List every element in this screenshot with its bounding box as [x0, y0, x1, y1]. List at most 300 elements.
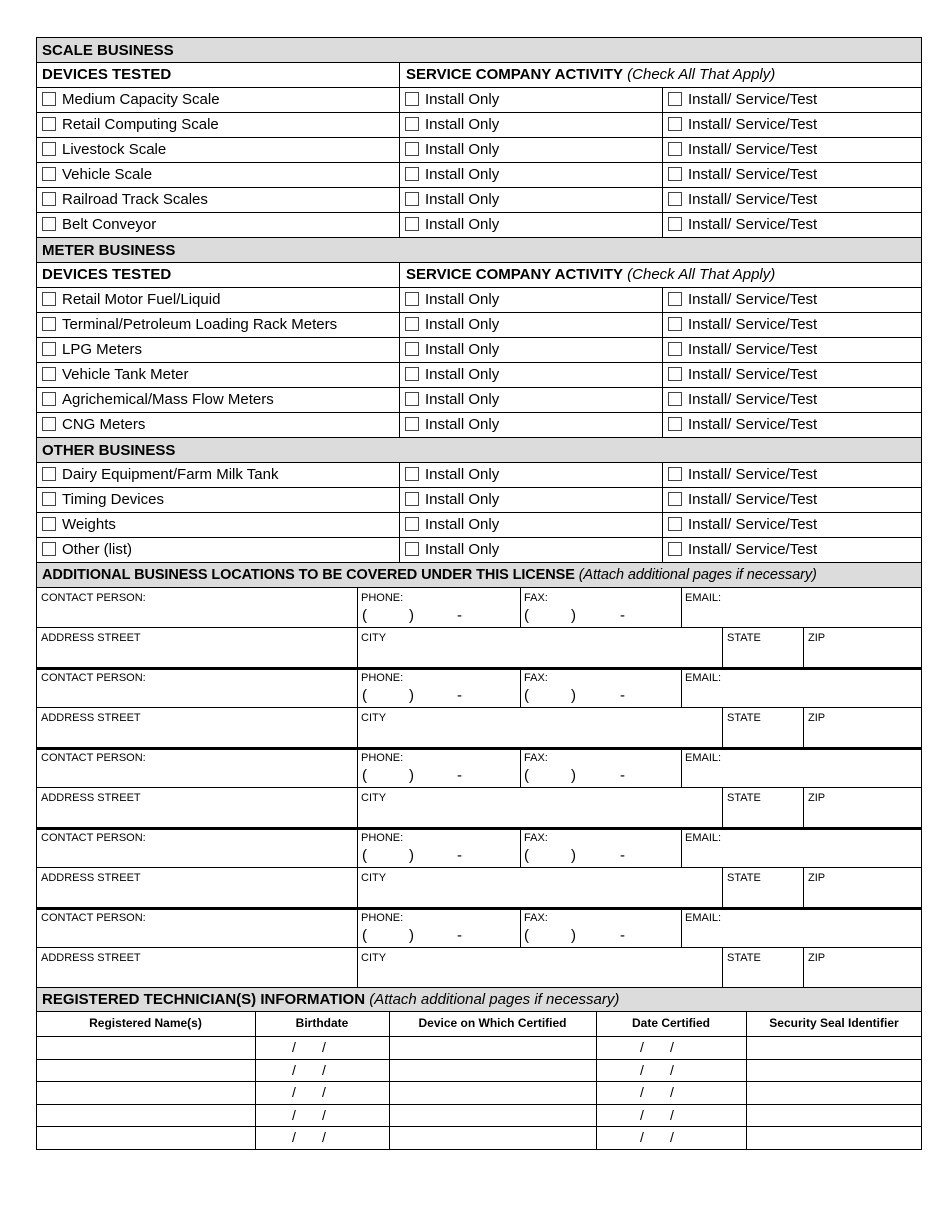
field-divider [722, 627, 723, 667]
date-certified-slash: / [640, 1129, 644, 1145]
device-checkbox[interactable] [42, 367, 56, 381]
birthdate-slash: / [292, 1129, 296, 1145]
fax-dash: - [620, 687, 625, 704]
device-checkbox[interactable] [42, 392, 56, 406]
install-service-test-checkbox[interactable] [668, 92, 682, 106]
state-input[interactable] [724, 805, 800, 825]
field-divider [722, 947, 723, 987]
device-row [36, 187, 922, 212]
device-checkbox[interactable] [42, 492, 56, 506]
install-only-checkbox[interactable] [405, 542, 419, 556]
install-only-checkbox[interactable] [405, 317, 419, 331]
phone-area-open: ( [362, 847, 367, 864]
install-service-test-checkbox[interactable] [668, 517, 682, 531]
security-seal-cell[interactable] [748, 1061, 920, 1080]
install-service-test-option [668, 488, 817, 512]
column-divider [399, 413, 400, 437]
install-only-option [405, 213, 499, 237]
install-service-test-checkbox[interactable] [668, 142, 682, 156]
install-service-test-label: Install/ Service/Test [688, 316, 818, 333]
column-divider [399, 313, 400, 337]
install-only-checkbox[interactable] [405, 342, 419, 356]
device-row [36, 137, 922, 162]
column-divider [399, 288, 400, 312]
fax-label: FAX: [524, 592, 548, 604]
fax-area-open: ( [524, 847, 529, 864]
scale-business-header-text: SCALE BUSINESS [42, 42, 174, 59]
install-service-test-checkbox[interactable] [668, 317, 682, 331]
install-service-test-option [668, 463, 817, 487]
install-only-option [405, 113, 499, 137]
device-certified-cell[interactable] [391, 1128, 594, 1147]
device-row [36, 337, 922, 362]
field-divider [681, 907, 682, 947]
column-divider [399, 463, 400, 487]
install-only-checkbox[interactable] [405, 292, 419, 306]
install-service-test-label: Install/ Service/Test [688, 191, 818, 208]
device-checkbox[interactable] [42, 467, 56, 481]
security-seal-cell[interactable] [748, 1038, 920, 1057]
address-street-label: ADDRESS STREET [41, 792, 141, 804]
phone-input[interactable] [359, 845, 517, 865]
device-label: Vehicle Tank Meter [62, 366, 189, 383]
device-label: Retail Motor Fuel/Liquid [62, 291, 221, 308]
state-label: STATE [727, 632, 761, 644]
fax-area-open: ( [524, 767, 529, 784]
address-street-input[interactable] [40, 645, 352, 665]
city-input[interactable] [359, 885, 719, 905]
device-row [36, 212, 922, 237]
device-label: LPG Meters [62, 341, 143, 358]
device-item [42, 313, 337, 337]
install-only-label: Install Only [425, 491, 500, 508]
service-activity-header [406, 263, 775, 287]
phone-input[interactable] [359, 765, 517, 785]
install-only-checkbox[interactable] [405, 467, 419, 481]
meter_business-column-header-row [36, 262, 922, 287]
device-checkbox[interactable] [42, 217, 56, 231]
device-checkbox[interactable] [42, 342, 56, 356]
column-divider [662, 88, 663, 112]
technicians-note: (Attach additional pages if necessary) [369, 991, 620, 1008]
install-service-test-checkbox[interactable] [668, 117, 682, 131]
fax-input[interactable] [522, 765, 680, 785]
column-divider [662, 538, 663, 562]
device-row [36, 387, 922, 412]
table-row-border [36, 1149, 922, 1150]
meter-business-header-text: METER BUSINESS [42, 242, 176, 259]
registered-name-cell[interactable] [38, 1083, 253, 1102]
birthdate-slash: / [322, 1061, 326, 1078]
service-activity-title: SERVICE COMPANY ACTIVITY [406, 266, 623, 283]
fax-label: FAX: [524, 672, 548, 684]
install-only-option [405, 413, 499, 437]
device-item [42, 138, 166, 162]
install-only-label: Install Only [425, 91, 500, 108]
fax-area-close: ) [571, 607, 576, 624]
install-only-option [405, 538, 499, 562]
email-input[interactable] [683, 685, 919, 705]
field-divider [803, 627, 804, 667]
install-service-test-checkbox[interactable] [668, 342, 682, 356]
state-label: STATE [727, 952, 761, 964]
install-service-test-option [668, 163, 817, 187]
phone-label: PHONE: [361, 752, 404, 764]
install-only-checkbox[interactable] [405, 192, 419, 206]
field-divider [681, 667, 682, 707]
install-service-test-checkbox[interactable] [668, 292, 682, 306]
device-label: Agrichemical/Mass Flow Meters [62, 391, 274, 408]
fax-label: FAX: [524, 832, 548, 844]
city-label: CITY [361, 632, 387, 644]
install-only-label: Install Only [425, 166, 500, 183]
phone-dash: - [457, 767, 462, 784]
install-only-option [405, 488, 499, 512]
field-divider [520, 827, 521, 867]
device-certified-cell[interactable] [391, 1061, 594, 1080]
install-service-test-label: Install/ Service/Test [688, 366, 818, 383]
zip-input[interactable] [805, 805, 921, 825]
address-street-label: ADDRESS STREET [41, 632, 141, 644]
service-activity-header [406, 63, 775, 87]
fax-input[interactable] [522, 685, 680, 705]
row-divider [36, 947, 922, 948]
city-input[interactable] [359, 805, 719, 825]
column-divider [399, 88, 400, 112]
fax-input[interactable] [522, 845, 680, 865]
state-input[interactable] [724, 965, 800, 985]
contact-person-input[interactable] [40, 605, 352, 625]
phone-input[interactable] [359, 685, 517, 705]
install-service-test-checkbox[interactable] [668, 392, 682, 406]
device-row [36, 112, 922, 137]
additional-locations-header [36, 562, 922, 587]
device-item [42, 338, 142, 362]
date-certified-slash: / [670, 1084, 674, 1100]
row-divider [36, 627, 922, 628]
device-checkbox[interactable] [42, 167, 56, 181]
address-street-input[interactable] [40, 725, 352, 745]
install-only-checkbox[interactable] [405, 367, 419, 381]
device-label: Retail Computing Scale [62, 116, 219, 133]
row-divider [36, 867, 922, 868]
install-service-test-checkbox[interactable] [668, 492, 682, 506]
column-divider [662, 213, 663, 237]
field-divider [803, 787, 804, 827]
device-item [42, 163, 152, 187]
install-only-option [405, 138, 499, 162]
device-checkbox[interactable] [42, 92, 56, 106]
device-checkbox[interactable] [42, 317, 56, 331]
device-checkbox[interactable] [42, 117, 56, 131]
contact-person-input[interactable] [40, 685, 352, 705]
install-service-test-label: Install/ Service/Test [688, 391, 818, 408]
fax-area-open: ( [524, 927, 529, 944]
email-label: EMAIL: [685, 592, 722, 604]
fax-input[interactable] [522, 605, 680, 625]
install-only-checkbox[interactable] [405, 92, 419, 106]
column-divider [399, 188, 400, 212]
column-divider [662, 463, 663, 487]
install-service-test-label: Install/ Service/Test [688, 491, 818, 508]
email-label: EMAIL: [685, 752, 722, 764]
install-service-test-option [668, 288, 817, 312]
email-label: EMAIL: [685, 672, 722, 684]
install-only-checkbox[interactable] [405, 392, 419, 406]
device-row [36, 487, 922, 512]
phone-area-open: ( [362, 767, 367, 784]
column-divider [399, 163, 400, 187]
email-label: EMAIL: [685, 832, 722, 844]
install-only-checkbox[interactable] [405, 167, 419, 181]
technicians-title: REGISTERED TECHNICIAN(S) INFORMATION [42, 991, 366, 1008]
security-seal-cell[interactable] [748, 1083, 920, 1102]
install-service-test-label: Install/ Service/Test [688, 416, 818, 433]
service-activity-note: (Check All That Apply) [627, 66, 776, 83]
device-checkbox[interactable] [42, 542, 56, 556]
install-only-label: Install Only [425, 416, 500, 433]
birthdate-slash: / [292, 1061, 296, 1078]
fax-label: FAX: [524, 752, 548, 764]
date-certified-slash: / [640, 1106, 644, 1123]
date-certified-slash: / [640, 1084, 644, 1100]
install-service-test-label: Install/ Service/Test [688, 116, 818, 133]
install-service-test-option [668, 213, 817, 237]
scale_business-column-header-row [36, 62, 922, 87]
row-divider [36, 787, 922, 788]
device-checkbox[interactable] [42, 517, 56, 531]
contact-person-label: CONTACT PERSON: [41, 912, 146, 924]
phone-label: PHONE: [361, 672, 404, 684]
contact-person-input[interactable] [40, 765, 352, 785]
address-street-input[interactable] [40, 965, 352, 985]
fax-dash: - [620, 847, 625, 864]
install-service-test-label: Install/ Service/Test [688, 166, 818, 183]
email-input[interactable] [683, 845, 919, 865]
install-only-checkbox[interactable] [405, 492, 419, 506]
column-divider [662, 163, 663, 187]
install-service-test-checkbox[interactable] [668, 217, 682, 231]
install-service-test-option [668, 188, 817, 212]
registered-name-cell[interactable] [38, 1128, 253, 1147]
device-item [42, 413, 145, 437]
email-input[interactable] [683, 925, 919, 945]
column-divider [662, 488, 663, 512]
fax-area-open: ( [524, 687, 529, 704]
column-divider [662, 363, 663, 387]
device-certified-cell[interactable] [391, 1038, 594, 1057]
install-service-test-option [668, 313, 817, 337]
fax-area-close: ) [571, 687, 576, 704]
date-certified-slash: / [640, 1039, 644, 1055]
install-only-label: Install Only [425, 466, 500, 483]
date-certified-header: Date Certified [631, 1016, 711, 1030]
install-service-test-checkbox[interactable] [668, 417, 682, 431]
install-only-checkbox[interactable] [405, 217, 419, 231]
state-input[interactable] [724, 885, 800, 905]
install-only-checkbox[interactable] [405, 517, 419, 531]
phone-label: PHONE: [361, 592, 404, 604]
device-checkbox[interactable] [42, 292, 56, 306]
device-checkbox[interactable] [42, 192, 56, 206]
city-label: CITY [361, 952, 387, 964]
device-label: Vehicle Scale [62, 166, 153, 183]
email-input[interactable] [683, 605, 919, 625]
phone-area-close: ) [409, 767, 414, 784]
birthdate-slash: / [292, 1084, 296, 1100]
install-only-option [405, 463, 499, 487]
device-label: CNG Meters [62, 416, 146, 433]
column-divider [662, 388, 663, 412]
address-street-label: ADDRESS STREET [41, 872, 141, 884]
column-divider [662, 338, 663, 362]
install-only-option [405, 188, 499, 212]
zip-label: ZIP [808, 872, 826, 884]
install-only-option [405, 363, 499, 387]
device-label: Livestock Scale [62, 141, 167, 158]
birthdate-slash: / [292, 1039, 296, 1055]
phone-dash: - [457, 847, 462, 864]
device-row [36, 537, 922, 562]
city-input[interactable] [359, 645, 719, 665]
device-certified-header: Device on Which Certified [418, 1016, 567, 1030]
fax-label: FAX: [524, 912, 548, 924]
fax-input[interactable] [522, 925, 680, 945]
table-top-border [36, 1011, 922, 1012]
install-service-test-checkbox[interactable] [668, 542, 682, 556]
date-certified-slash: / [640, 1061, 644, 1078]
install-service-test-option [668, 138, 817, 162]
column-divider [399, 63, 400, 87]
install-service-test-option [668, 338, 817, 362]
fax-dash: - [620, 767, 625, 784]
column-divider [662, 138, 663, 162]
field-divider [803, 947, 804, 987]
column-divider [662, 413, 663, 437]
state-label: STATE [727, 712, 761, 724]
install-only-label: Install Only [425, 116, 500, 133]
install-service-test-checkbox[interactable] [668, 467, 682, 481]
security-seal-cell[interactable] [748, 1106, 920, 1125]
install-only-option [405, 88, 499, 112]
install-only-label: Install Only [425, 191, 500, 208]
contact-person-label: CONTACT PERSON: [41, 592, 146, 604]
zip-input[interactable] [805, 965, 921, 985]
contact-person-input[interactable] [40, 925, 352, 945]
device-item [42, 488, 164, 512]
device-certified-cell[interactable] [391, 1106, 594, 1125]
install-service-test-label: Install/ Service/Test [688, 141, 818, 158]
registered-name-cell[interactable] [38, 1061, 253, 1080]
zip-input[interactable] [805, 725, 921, 745]
date-certified-slash: / [670, 1039, 674, 1055]
phone-area-close: ) [409, 607, 414, 624]
state-input[interactable] [724, 645, 800, 665]
contact-person-input[interactable] [40, 845, 352, 865]
birthdate-slash: / [322, 1106, 326, 1123]
install-only-checkbox[interactable] [405, 142, 419, 156]
install-service-test-checkbox[interactable] [668, 167, 682, 181]
phone-dash: - [457, 687, 462, 704]
field-divider [722, 787, 723, 827]
device-label: Medium Capacity Scale [62, 91, 220, 108]
birthdate-slash: / [322, 1129, 326, 1145]
install-only-label: Install Only [425, 141, 500, 158]
address-street-input[interactable] [40, 885, 352, 905]
device-label: Railroad Track Scales [62, 191, 208, 208]
address-street-input[interactable] [40, 805, 352, 825]
city-input[interactable] [359, 965, 719, 985]
registered-name-cell[interactable] [38, 1106, 253, 1125]
install-service-test-checkbox[interactable] [668, 367, 682, 381]
email-input[interactable] [683, 765, 919, 785]
row-divider [36, 707, 922, 708]
zip-input[interactable] [805, 645, 921, 665]
device-item [42, 513, 116, 537]
device-checkbox[interactable] [42, 417, 56, 431]
install-service-test-label: Install/ Service/Test [688, 291, 818, 308]
column-divider [399, 338, 400, 362]
phone-input[interactable] [359, 925, 517, 945]
install-only-label: Install Only [425, 516, 500, 533]
device-row [36, 87, 922, 112]
field-divider [681, 827, 682, 867]
security-seal-cell[interactable] [748, 1128, 920, 1147]
city-input[interactable] [359, 725, 719, 745]
phone-area-open: ( [362, 607, 367, 624]
install-service-test-option [668, 513, 817, 537]
technicians-header [36, 987, 922, 1011]
device-checkbox[interactable] [42, 142, 56, 156]
field-divider [722, 707, 723, 747]
device-certified-cell[interactable] [391, 1083, 594, 1102]
field-divider [803, 867, 804, 907]
device-label: Terminal/Petroleum Loading Rack Meters [62, 316, 338, 333]
device-label: Other (list) [62, 541, 133, 558]
fax-dash: - [620, 927, 625, 944]
field-divider [722, 867, 723, 907]
install-service-test-label: Install/ Service/Test [688, 466, 818, 483]
zip-input[interactable] [805, 885, 921, 905]
install-only-option [405, 388, 499, 412]
device-item [42, 463, 278, 487]
install-service-test-label: Install/ Service/Test [688, 516, 818, 533]
other-business-header-text: OTHER BUSINESS [42, 442, 176, 459]
install-only-option [405, 338, 499, 362]
column-divider [399, 488, 400, 512]
phone-input[interactable] [359, 605, 517, 625]
field-divider [681, 747, 682, 787]
devices-tested-header: DEVICES TESTED [42, 266, 172, 283]
city-label: CITY [361, 712, 387, 724]
address-street-label: ADDRESS STREET [41, 712, 141, 724]
device-item [42, 388, 274, 412]
column-divider [662, 188, 663, 212]
device-item [42, 363, 188, 387]
column-divider [399, 538, 400, 562]
install-only-checkbox[interactable] [405, 417, 419, 431]
install-service-test-checkbox[interactable] [668, 192, 682, 206]
field-divider [520, 667, 521, 707]
device-item [42, 188, 208, 212]
install-only-option [405, 288, 499, 312]
registered-name-cell[interactable] [38, 1038, 253, 1057]
state-input[interactable] [724, 725, 800, 745]
install-only-checkbox[interactable] [405, 117, 419, 131]
fax-dash: - [620, 607, 625, 624]
device-row [36, 512, 922, 537]
city-label: CITY [361, 792, 387, 804]
